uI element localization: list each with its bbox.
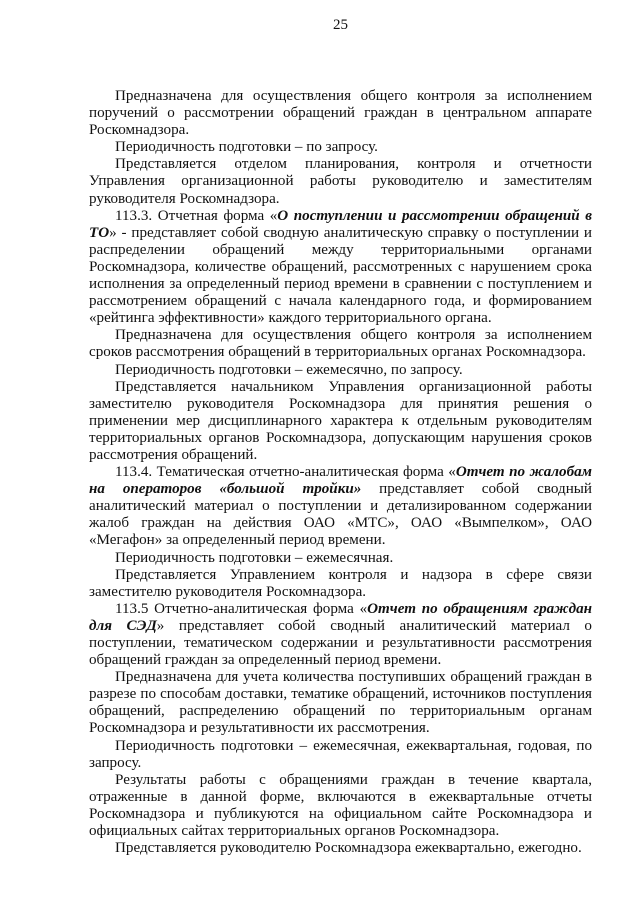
paragraph-submitted-by-4: Представляется руководителю Роскомнадзора ежеквартально, ежегодно. <box>115 840 582 857</box>
paragraph-113-3: 113.3. Отчетная форма «О поступлении и рассмотрении обращений в ТО» - представляет собой сводную аналитическую справку о поступлении и распределении обращений между территориальными органами Роскомнадзора, количестве обращений, рассмотренных с нарушением срока исполнения за определенный период времени в сравнении с поступлением и рассмотрением обращений с начала календарного года, и формированием «рейтинга эффективности» каждого территориального органа. <box>89 207 592 327</box>
form-title-113-4: Отчет по жалобам на операторов «большой тройки» <box>89 464 592 498</box>
paragraph-periodicity-2: Периодичность подготовки – ежемесячно, по запросу. <box>115 361 463 378</box>
body-text <box>89 88 592 857</box>
paragraph-periodicity-4: Периодичность подготовки – ежемесячная, ежеквартальная, годовая, по запросу. <box>89 737 592 771</box>
paragraph-purpose-sed: Предназначена для учета количества поступивших обращений граждан в разрезе по способам доставки, тематике обращений, источников поступления обращений, распределению обращений по территориальным органам Роскомнадзора и результативности их рассмотрения. <box>89 669 592 737</box>
paragraph-submitted-by-1: Представляется отделом планирования, контроля и отчетности Управления организационной работы руководителю и заместителям руководителя Роскомнадзора. <box>89 156 592 207</box>
paragraph-purpose-to: Предназначена для осуществления общего контроля за исполнением сроков рассмотрения обращений в территориальных органах Роскомнадзора. <box>89 327 592 361</box>
paragraph-periodicity-1: Периодичность подготовки – по запросу. <box>115 139 378 156</box>
paragraph-113-5: 113.5 Отчетно-аналитическая форма «Отчет по обращениям граждан для СЭД» представляет собой сводный аналитический материал о поступлении, тематическом содержании и результативности рассмотрения обращений граждан за определенный период времени. <box>89 600 592 669</box>
paragraph-results-publication: Результаты работы с обращениями граждан в течение квартала, отраженные в данной форме, включаются в ежеквартальные отчеты Роскомнадзора и публикуются на официальном сайте Роскомнадзора и официальных сайтах территориальных органов Роскомнадзора. <box>89 771 592 840</box>
paragraph-purpose-central: Предназначена для осуществления общего контроля за исполнением поручений о рассмотрении обращений граждан в центральном аппарате Роскомнадзора. <box>89 88 592 139</box>
paragraph-113-4: 113.4. Тематическая отчетно-аналитическая форма «Отчет по жалобам на операторов «большой тройки» представляет собой сводный аналитический материал о поступлении и детализированном содержании жалоб граждан на действия ОАО «МТС», ОАО «Вымпелком», ОАО «Мегафон» за определенный период времени. <box>89 464 592 549</box>
form-title-113-3: О поступлении и рассмотрении обращений в ТО <box>89 207 592 241</box>
paragraph-submitted-by-2: Представляется начальником Управления организационной работы заместителю руководителя Роскомнадзора для принятия решения о применении мер дисциплинарного характера к отдельным руководителям территориальных органов Роскомнадзора, допускающим нарушения сроков рассмотрения обращений. <box>89 378 592 463</box>
page-number: 25 <box>333 17 348 33</box>
paragraph-submitted-by-3: Представляется Управлением контроля и надзора в сфере связи заместителю руководителя Роскомнадзора. <box>89 566 592 600</box>
form-title-113-5: Отчет по обращениям граждан для СЭД <box>89 600 592 634</box>
paragraph-periodicity-3: Периодичность подготовки – ежемесячная. <box>115 549 394 566</box>
